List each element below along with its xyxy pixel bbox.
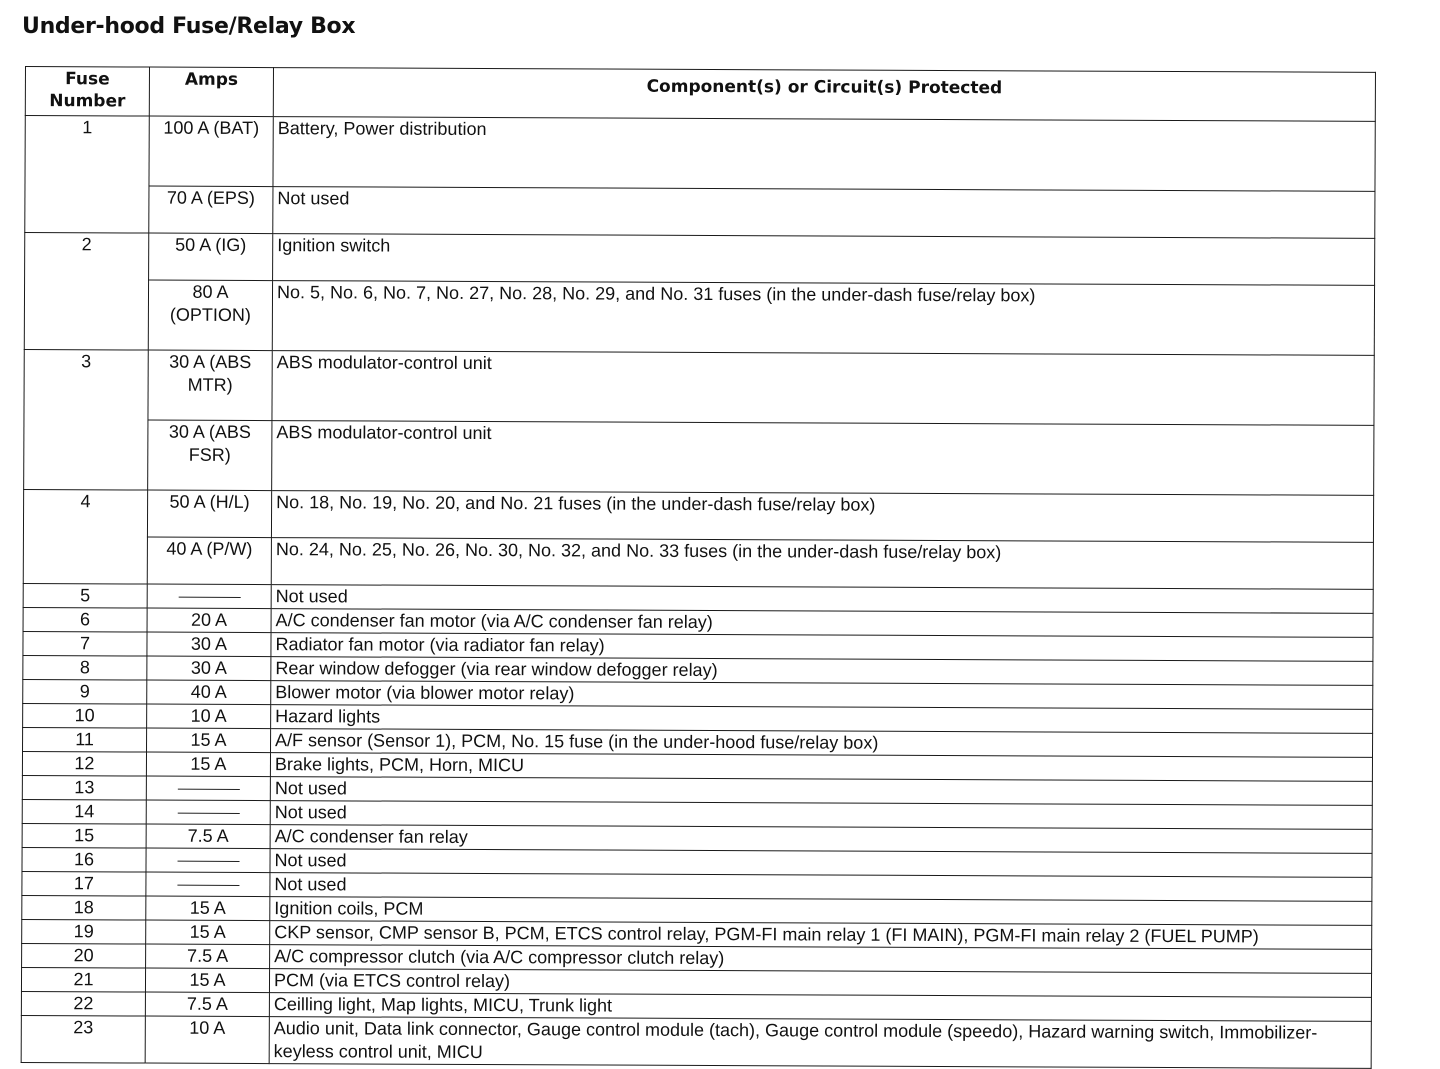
component-cell: No. 24, No. 25, No. 26, No. 30, No. 32, and No. 33 fuses (in the under-dash fuse/relay box) [271, 538, 1373, 590]
component-cell: Not used [270, 777, 1372, 806]
amps-cell: 30 A [147, 632, 271, 657]
component-cell: Ignition switch [273, 234, 1375, 286]
amps-cell: 40 A (P/W) [147, 537, 271, 585]
amps-cell: 30 A (ABS MTR) [148, 350, 272, 421]
amps-cell: 15 A [145, 968, 269, 993]
component-cell: PCM (via ETCS control relay) [269, 969, 1371, 998]
amps-cell: 40 A [147, 680, 271, 705]
component-cell: Ceilling light, Map lights, MICU, Trunk light [269, 993, 1371, 1022]
component-cell: Not used [270, 849, 1372, 878]
fuse-number-cell: 13 [22, 775, 146, 800]
amps-cell [146, 872, 270, 897]
table-row [24, 419, 1374, 495]
amps-cell: 70 A (EPS) [149, 186, 273, 234]
amps-cell: 50 A (IG) [149, 233, 273, 281]
fuse-table [21, 66, 1376, 1069]
table-row [24, 349, 1374, 425]
component-cell: Radiator fan motor (via radiator fan relay) [271, 633, 1373, 662]
component-cell: Ignition coils, PCM [270, 897, 1372, 926]
amps-cell: 100 A (BAT) [149, 116, 273, 187]
amps-cell: 15 A [146, 896, 270, 921]
fuse-number-cell: 8 [23, 655, 147, 680]
table-row [23, 536, 1373, 589]
fuse-number-cell: 14 [22, 799, 146, 824]
component-cell: ABS modulator-control unit [272, 421, 1374, 496]
fuse-number-cell: 20 [22, 943, 146, 968]
table-header-row [25, 67, 1375, 122]
component-cell: No. 5, No. 6, No. 7, No. 27, No. 28, No. 29, and No. 31 fuses (in the under-dash fuse/relay box) [272, 281, 1374, 356]
fuse-number-cell: 16 [22, 847, 146, 872]
component-cell: Not used [270, 873, 1372, 902]
fuse-number-cell: 7 [23, 631, 147, 656]
not-used-dash [177, 812, 239, 813]
header-fuse-number: Fuse Number [25, 67, 149, 117]
fuse-number-cell: 22 [21, 991, 145, 1016]
table-row [24, 280, 1374, 356]
not-used-dash [177, 860, 239, 861]
fuse-number-cell: 5 [23, 583, 147, 608]
component-cell: Hazard lights [271, 705, 1373, 734]
fuse-number-cell: 6 [23, 607, 147, 632]
header-component: Component(s) or Circuit(s) Protected [273, 68, 1375, 122]
fuse-number-cell: 23 [21, 1015, 145, 1063]
component-cell: CKP sensor, CMP sensor B, PCM, ETCS control relay, PGM-FI main relay 1 (FI MAIN), PGM-FI main relay 2 (FUEL PUMP) [270, 921, 1372, 950]
amps-cell: 15 A [146, 752, 270, 777]
fuse-number-cell: 21 [21, 967, 145, 992]
component-cell: A/C compressor clutch (via A/C compressor clutch relay) [270, 945, 1372, 974]
amps-cell: 20 A [147, 608, 271, 633]
fuse-number-cell: 2 [24, 233, 149, 351]
component-cell: A/C condenser fan motor (via A/C condenser fan relay) [271, 609, 1373, 638]
amps-cell [146, 776, 270, 801]
fuse-number-cell: 17 [22, 871, 146, 896]
table-row [25, 186, 1375, 239]
amps-cell: 10 A [147, 704, 271, 729]
amps-cell: 10 A [145, 1016, 269, 1064]
component-cell: Battery, Power distribution [273, 117, 1375, 192]
table-body [21, 116, 1375, 1069]
fuse-number-cell: 12 [22, 751, 146, 776]
component-cell: Not used [273, 187, 1375, 239]
fuse-number-cell: 15 [22, 823, 146, 848]
amps-cell [146, 848, 270, 873]
fuse-number-cell: 19 [22, 919, 146, 944]
amps-cell [146, 800, 270, 825]
not-used-dash [177, 788, 239, 789]
component-cell: Audio unit, Data link connector, Gauge control module (tach), Gauge control module (speedo), Hazard warning switch, Immobilizer-keyless control unit, MICU [269, 1017, 1371, 1069]
fuse-number-cell: 18 [22, 895, 146, 920]
amps-cell: 50 A (H/L) [147, 490, 271, 538]
table-row [23, 489, 1373, 542]
component-cell: A/C condenser fan relay [270, 825, 1372, 854]
component-cell: A/F sensor (Sensor 1), PCM, No. 15 fuse (in the under-hood fuse/relay box) [271, 729, 1373, 758]
component-cell: Blower motor (via blower motor relay) [271, 681, 1373, 710]
component-cell: Rear window defogger (via rear window defogger relay) [271, 657, 1373, 686]
header-amps: Amps [149, 67, 273, 117]
component-cell: Brake lights, PCM, Horn, MICU [270, 753, 1372, 782]
amps-cell: 30 A (ABS FSR) [148, 420, 272, 491]
amps-cell: 7.5 A [145, 992, 269, 1017]
table-row [25, 233, 1375, 286]
not-used-dash [178, 596, 240, 597]
component-cell: ABS modulator-control unit [272, 351, 1374, 426]
component-cell: No. 18, No. 19, No. 20, and No. 21 fuses (in the under-dash fuse/relay box) [271, 491, 1373, 543]
fuse-number-cell: 1 [25, 116, 150, 234]
fuse-number-cell: 11 [23, 727, 147, 752]
amps-cell: 7.5 A [146, 824, 270, 849]
amps-cell [147, 584, 271, 609]
amps-cell: 80 A (OPTION) [148, 280, 272, 351]
not-used-dash [177, 884, 239, 885]
amps-cell: 7.5 A [146, 944, 270, 969]
fuse-number-cell: 3 [24, 349, 149, 490]
fuse-number-cell: 10 [23, 703, 147, 728]
page-title: Under-hood Fuse/Relay Box [22, 14, 356, 39]
fuse-number-cell: 4 [23, 489, 147, 584]
amps-cell: 15 A [146, 920, 270, 945]
component-cell: Not used [270, 801, 1372, 830]
amps-cell: 30 A [147, 656, 271, 681]
fuse-number-cell: 9 [23, 679, 147, 704]
component-cell: Not used [271, 585, 1373, 614]
amps-cell: 15 A [147, 728, 271, 753]
table-row [25, 116, 1375, 192]
